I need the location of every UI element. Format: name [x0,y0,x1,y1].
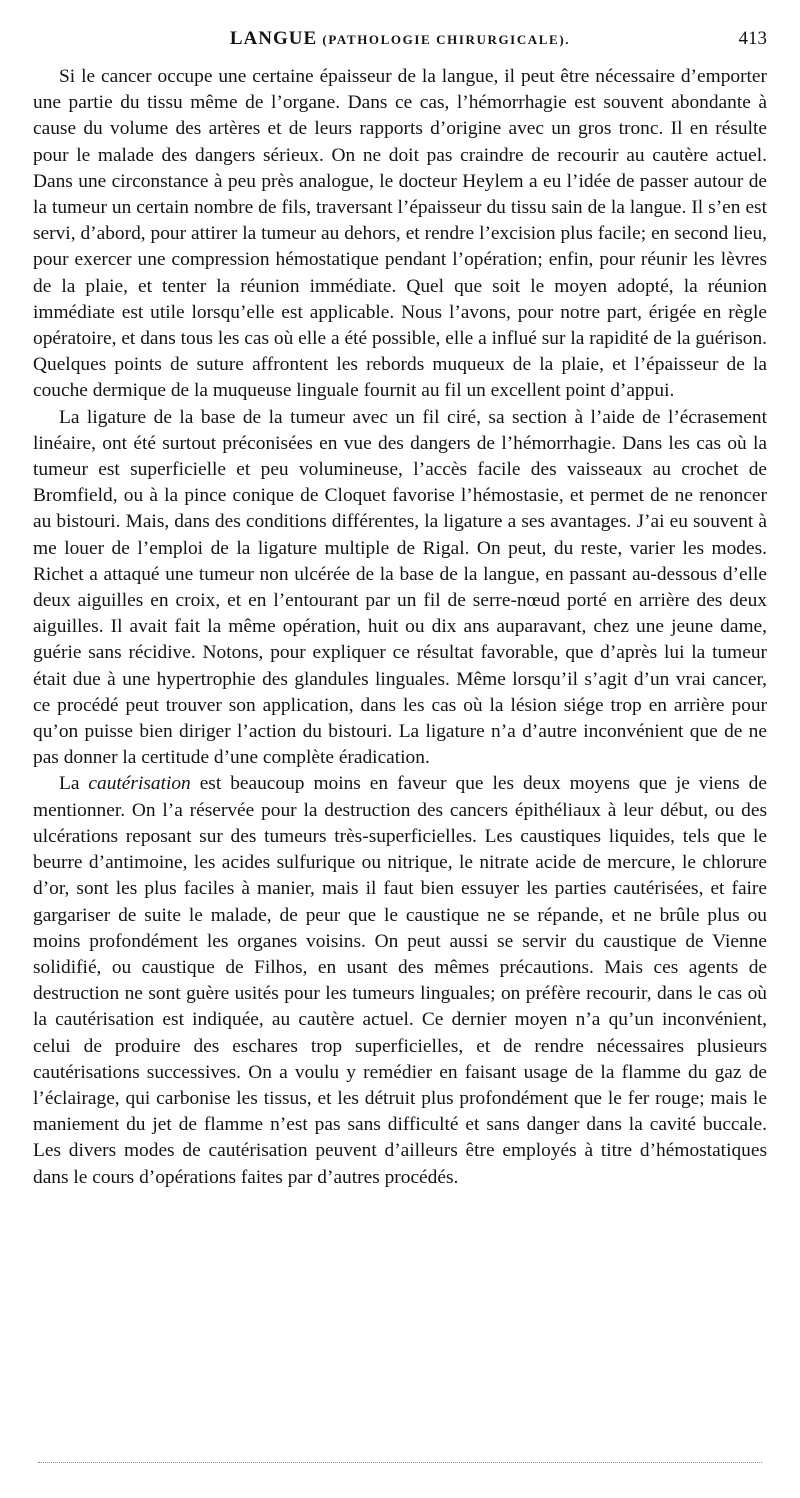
running-title-subtitle: (PATHOLOGIE CHIRURGICALE). [322,32,571,47]
paragraph-1-text: Si le cancer occupe une certaine épaisseur de la langue, il peut être nécessaire d’emporter une partie du tissu même de l’organe. Dans ce cas, l’hémorrhagie est souvent abondante à cause du volume des artères et de leurs rapports d’origine avec un gros tronc. Il en résulte pour le malade des dangers sérieux. On ne doit pas craindre de recourir au cautère actuel. Dans une circonstance à peu près analogue, le docteur Heylem a eu l’idée de passer autour de la tumeur un certain nombre de fils, traversant l’épaisseur du tissu sain de la langue. Il s’en est servi, d’abord, pour attirer la tumeur au dehors, et rendre l’excision plus facile; en second lieu, pour exercer une compression hémostatique pendant l’opération; enfin, pour réunir les lèvres de la plaie, et tenter la réunion immédiate. Quel que soit le moyen adopté, la réunion immédiate est utile lorsqu’elle est applicable. Nous l’avons, pour notre part, érigée en règle opératoire, et dans tous les cas où elle a été possible, elle a influé sur la rapidité de la guérison. Quelques points de suture affrontent les rebords muqueux de la plaie, et l’épaisseur de la couche dermique de la muqueuse linguale fournit au fil un excellent point d’appui. [33,66,767,402]
running-title [33,28,767,50]
paragraph-3-emphasis: cautérisation [88,773,191,795]
footer-rule [38,1462,762,1463]
running-head [33,28,767,58]
paragraph-3-text: est beaucoup moins en faveur que les deux moyens que je viens de mentionner. On l’a réservée pour la destruction des cancers épithéliaux à leur début, ou des ulcérations reposant sur des tumeurs très-superficielles. Les caustiques liquides, tels que le beurre d’antimoine, les acides sulfurique ou nitrique, le nitrate acide de mercure, le chlorure d’or, sont les plus faciles à manier, mais il faut bien essuyer les parties cautérisées, et faire gargariser de suite le malade, de peur que le caustique ne se répande, et ne brûle plus ou moins profondément les organes voisins. On peut aussi se servir du caustique de Vienne solidifié, ou caustique de Filhos, en usant des mêmes précautions. Mais ces agents de destruction ne sont guère usités pour les tumeurs linguales; on préfère recourir, dans le cas où la cautérisation est indiquée, au cautère actuel. Ce dernier moyen n’a qu’un inconvénient, celui de produire des eschares trop superficielles, et de rendre nécessaires plusieurs cautérisations successives. On a voulu y remédier en faisant usage de la flamme du gaz de l’éclairage, qui carbonise les tissus, et les détruit plus profondément que le fer rouge; mais le maniement du jet de flamme n’est pas sans difficulté et sans danger dans la cavité buccale. Les divers modes de cautérisation peuvent d’ailleurs être employés à titre d’hémostatiques dans le cours d’opérations faites par d’autres procédés. [33,773,767,1188]
body-text [33,64,767,1191]
page-number: 413 [738,28,767,49]
paragraph-3 [33,771,767,1190]
paragraph-2-text: La ligature de la base de la tumeur avec un fil ciré, sa section à l’aide de l’écrasement linéaire, ont été surtout préconisées en vue des dangers de l’hémorrhagie. Dans les cas où la tumeur est superficielle et peu volumineuse, l’accès facile des vaisseaux au crochet de Bromfield, ou à la pince conique de Cloquet favorise l’hémostasie, et permet de ne renoncer au bistouri. Mais, dans des conditions différentes, la ligature a ses avantages. J’ai eu souvent à me louer de l’emploi de la ligature multiple de Rigal. On peut, du reste, varier les modes. Richet a attaqué une tumeur non ulcérée de la base de la langue, en passant au-dessous d’elle deux aiguilles en croix, et en l’entourant par un fil de serre-nœud porté en arrière des deux aiguilles. Il avait fait la même opération, huit ou dix ans auparavant, chez une jeune dame, guérie sans récidive. Notons, pour expliquer ce résultat favorable, que d’après lui la tumeur était due à une hypertrophie des glandules linguales. Même lorsqu’il s’agit d’un vrai cancer, ce procédé peut trouver son application, dans les cas où la lésion siége trop en arrière pour qu’on puisse bien diriger l’action du bistouri. La ligature n’a d’autre inconvénient que de ne pas donner la certitude d’une complète éradication. [33,406,767,769]
paragraph-1 [33,64,767,405]
running-title-main: LANGUE [229,28,318,49]
paragraph-2 [33,405,767,772]
paragraph-3-lead: La [59,773,89,795]
